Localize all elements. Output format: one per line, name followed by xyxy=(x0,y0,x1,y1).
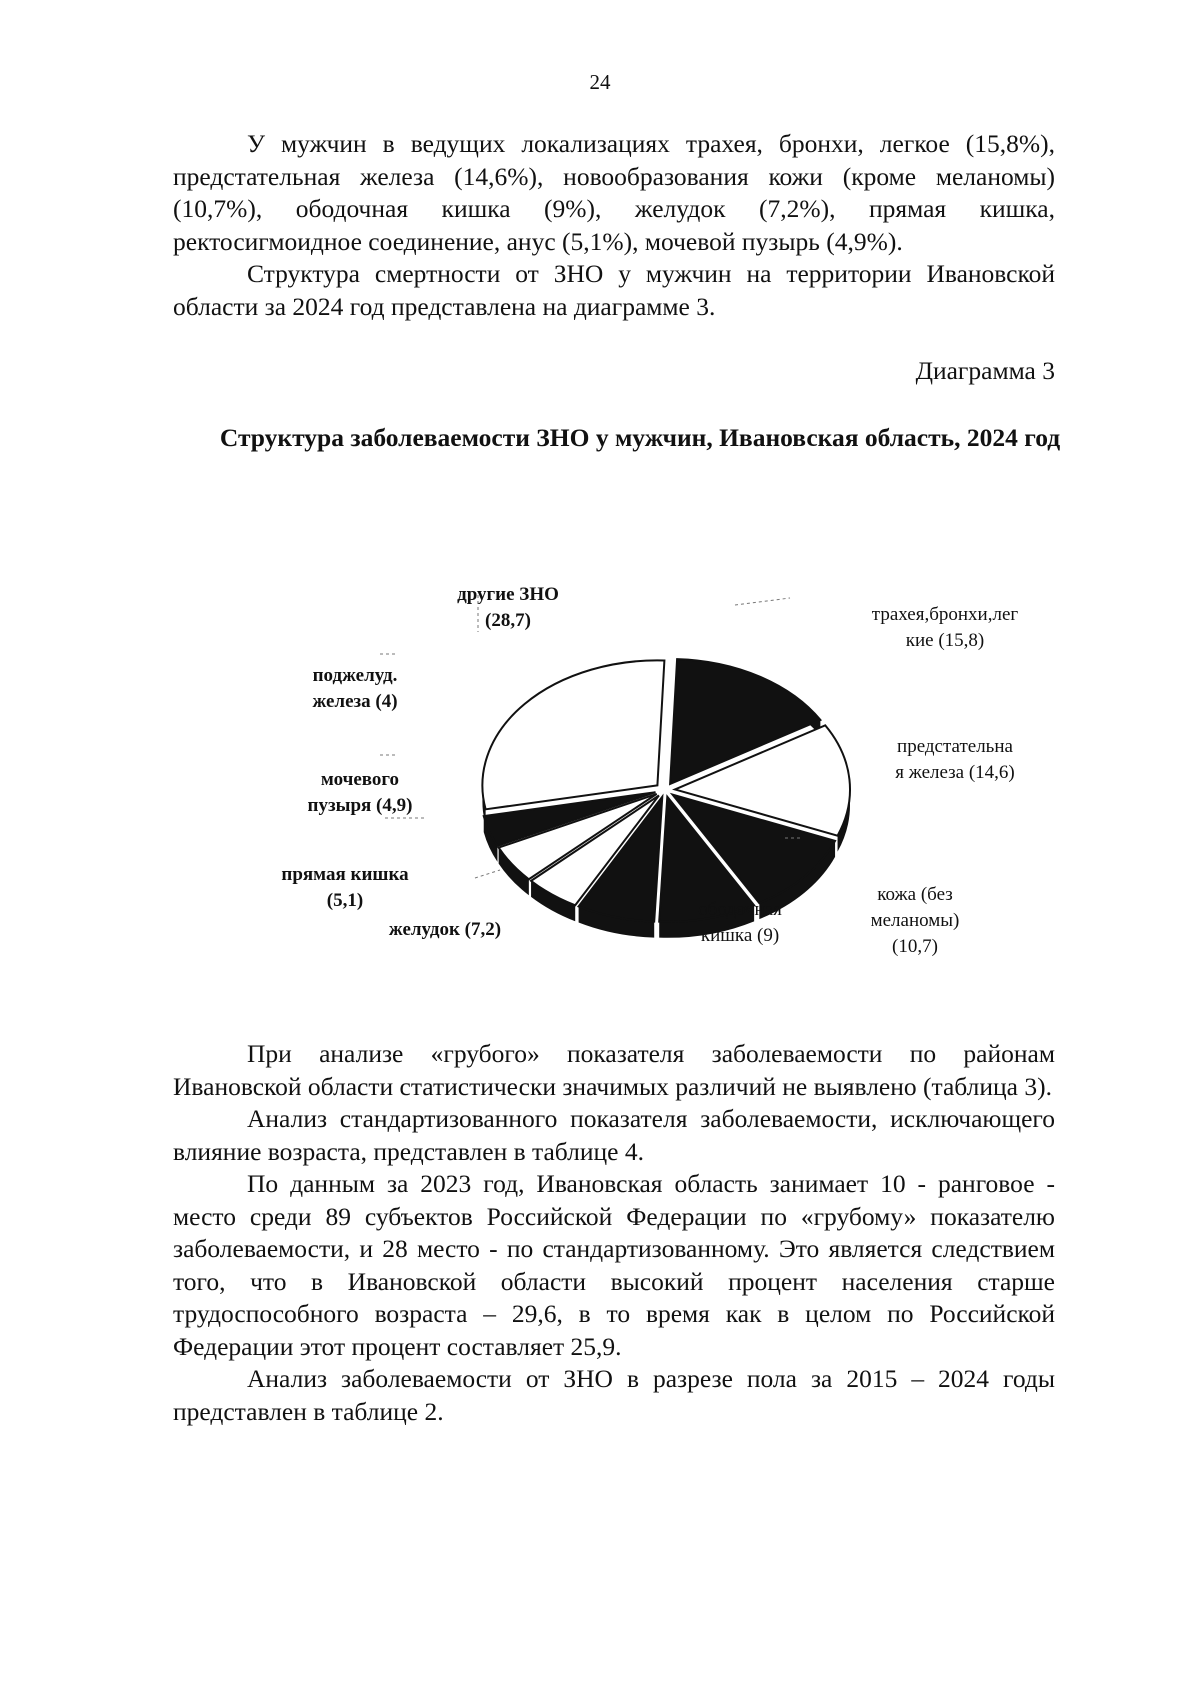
paragraph: По данным за 2023 год, Ивановская область занимает 10 - ранговое - место среди 89 субъектов Российской Федерации по «грубому» показателю заболеваемости, и 28 место - по стандартизованному. Это является следствием того, что в Ивановской области высокий процент населения старше трудоспособного возраста – 29,6, в то время как в целом по Российской Федерации этот процент составляет 25,9. xyxy=(173,1169,1055,1361)
pie-label-line: желудок (7,2) xyxy=(388,919,502,940)
pie-label-line: кишка (9) xyxy=(700,925,780,946)
pie-label-line: (10,7) xyxy=(892,936,938,957)
pie-label-line: я железа (14,6) xyxy=(895,762,1015,783)
chart-title: Структура заболеваемости ЗНО у мужчин, Ивановская область, 2024 год xyxy=(219,423,1061,452)
pie-slice-label xyxy=(308,769,413,816)
paragraph: Анализ заболеваемости от ЗНО в разрезе пола за 2015 – 2024 годы представлен в таблице 2. xyxy=(173,1364,1055,1426)
diagram-label: Диаграмма 3 xyxy=(915,356,1055,385)
pie-slice-label xyxy=(895,736,1015,783)
pie-label-line: (28,7) xyxy=(485,610,531,631)
pie-label-line: поджелуд. xyxy=(312,665,398,686)
pie-label-line: меланомы) xyxy=(870,910,960,931)
paragraph: Анализ стандартизованного показателя заболеваемости, исключающего влияние возраста, представлен в таблице 4. xyxy=(173,1104,1055,1166)
pie-slice-label xyxy=(871,884,960,957)
pie-label-line: пузыря (4,9) xyxy=(307,795,413,816)
pie-slice-top xyxy=(482,660,664,809)
pie-label-line: трахея,бронхи,лег xyxy=(871,604,1019,625)
pie-slice-label xyxy=(457,584,559,631)
leader-line xyxy=(735,598,790,605)
paragraph: Структура смертности от ЗНО у мужчин на территории Ивановской области за 2024 год представлена на диаграмме 3. xyxy=(173,259,1055,321)
leader-line xyxy=(475,870,500,878)
pie-label-line: прямая кишка xyxy=(281,864,409,885)
pie-label-line: ободочная xyxy=(698,899,782,920)
pie-label-line: другие ЗНО xyxy=(457,584,559,605)
pie-label-line: кие (15,8) xyxy=(905,630,985,651)
paragraph: При анализе «грубого» показателя заболеваемости по районам Ивановской области статистически значимых различий не выявлено (таблица 3). xyxy=(173,1039,1055,1101)
analysis-text xyxy=(173,1038,1055,1428)
pie-slice-label xyxy=(312,665,397,712)
pie-slice-label xyxy=(281,864,409,911)
page-number: 24 xyxy=(589,70,611,94)
pie-label-line: мочевого xyxy=(320,769,400,790)
pie-label-line: (5,1) xyxy=(326,890,364,911)
pie-label-line: железа (4) xyxy=(312,691,398,712)
pie-label-line: предстательна xyxy=(897,736,1013,757)
pie-slice-label xyxy=(872,604,1019,651)
pie-slice-label xyxy=(389,919,501,940)
pie-label-line: кожа (без xyxy=(877,884,953,905)
paragraph: У мужчин в ведущих локализациях трахея, бронхи, легкое (15,8%), предстательная железа (14,6%), новообразования кожи (кроме меланомы) (10,7%), ободочная кишка (9%), желудок (7,2%), прямая кишка, ректосигмоидное соединение, анус (5,1%), мочевой пузырь (4,9%). xyxy=(173,129,1055,256)
